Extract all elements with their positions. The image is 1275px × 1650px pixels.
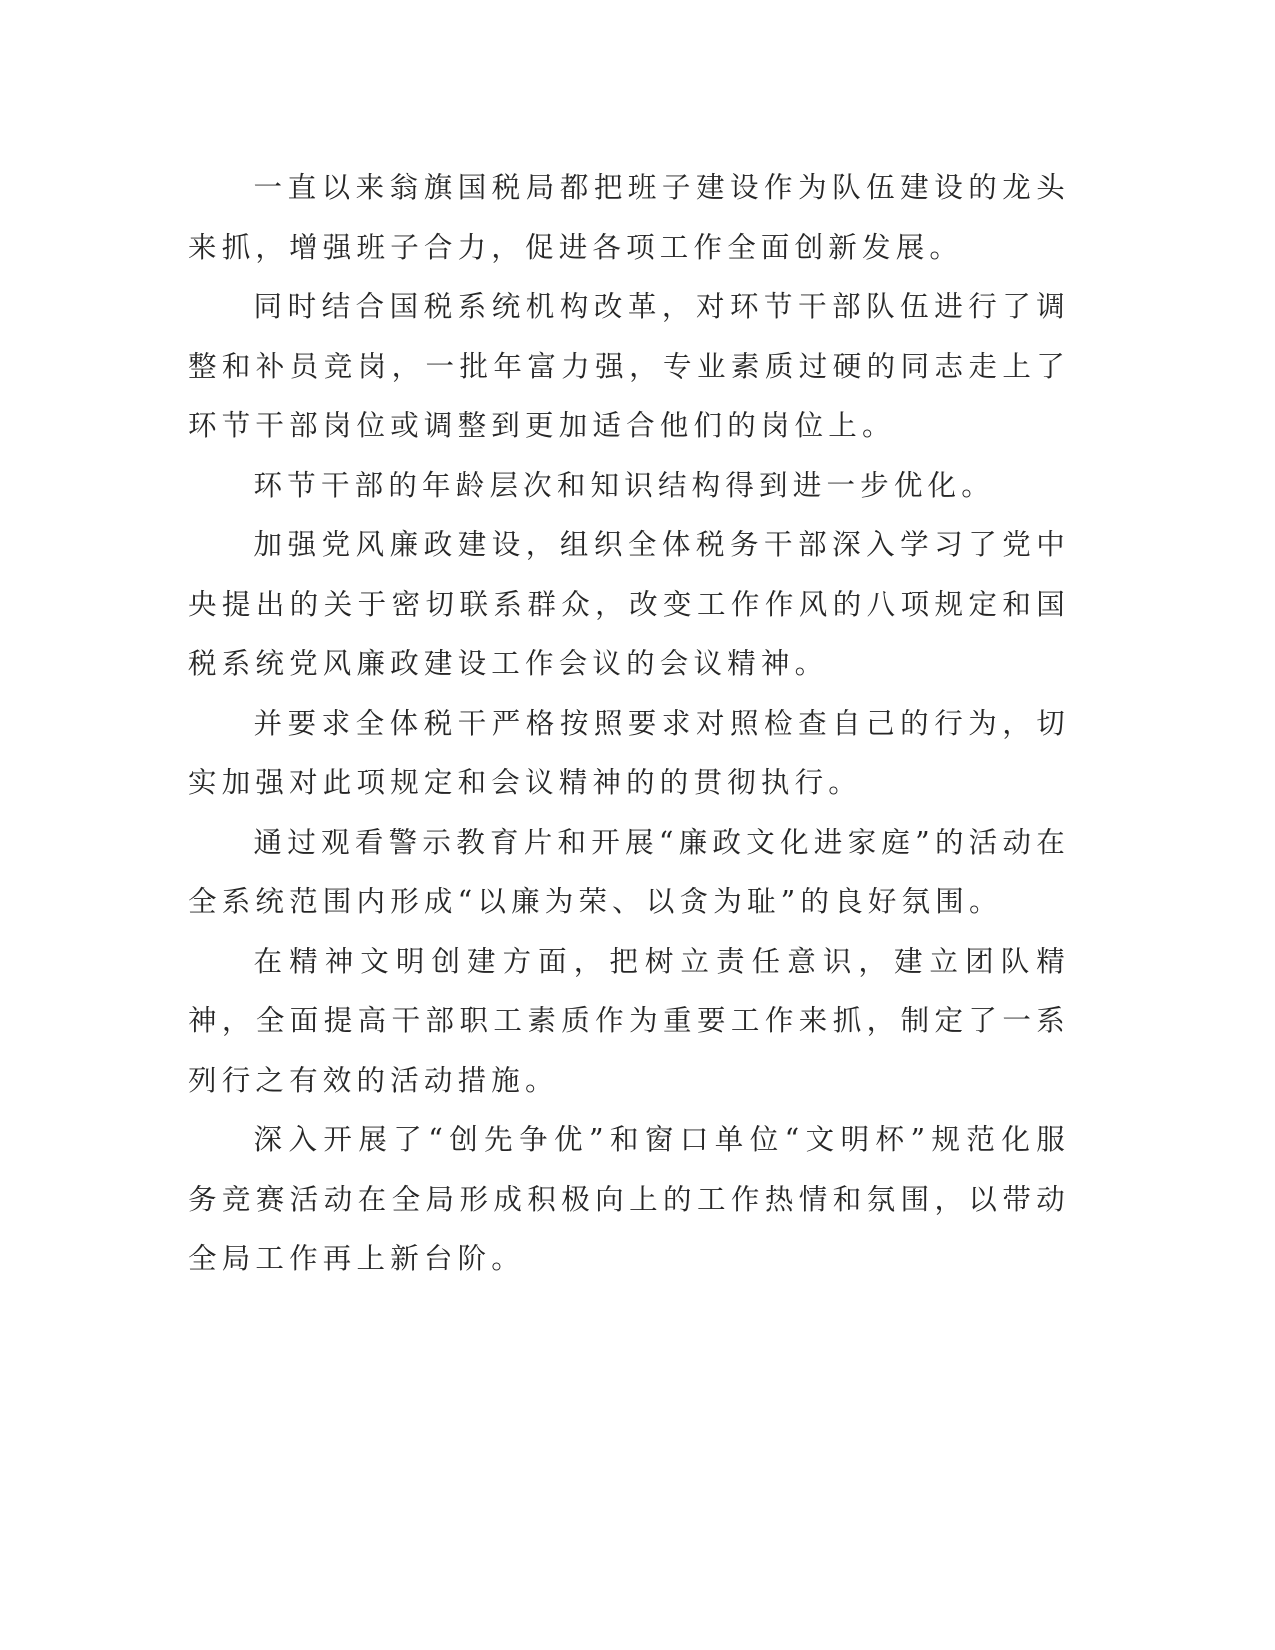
paragraph-8: 深入开展了“创先争优”和窗口单位“文明杯”规范化服务竞赛活动在全局形成积极向上的工作热情和氛围，以带动全局工作再上新台阶。 [188,1123,1070,1275]
paragraph-7: 在精神文明创建方面，把树立责任意识，建立团队精神，全面提高干部职工素质作为重要工作来抓，制定了一系列行之有效的活动措施。 [188,944,1070,1097]
paragraph-3: 环节干部的年龄层次和知识结构得到进一步优化。 [253,468,995,502]
paragraph-6: 通过观看警示教育片和开展“廉政文化进家庭”的活动在全系统范围内形成“以廉为荣、以贪为耻”的良好氛围。 [188,825,1070,918]
paragraph-2: 同时结合国税系统机构改革，对环节干部队伍进行了调整和补员竞岗，一批年富力强，专业素质过硬的同志走上了环节干部岗位或调整到更加适合他们的岗位上。 [188,290,1070,442]
paragraph-5: 并要求全体税干严格按照要求对照检查自己的行为，切实加强对此项规定和会议精神的的贯彻执行。 [188,706,1070,799]
paragraph-1: 一直以来翁旗国税局都把班子建设作为队伍建设的龙头来抓，增强班子合力，促进各项工作全面创新发展。 [188,171,1070,264]
document-body [188,158,1070,1289]
paragraph-4: 加强党风廉政建设，组织全体税务干部深入学习了党中央提出的关于密切联系群众，改变工作作风的八项规定和国税系统党风廉政建设工作会议的会议精神。 [188,528,1070,680]
